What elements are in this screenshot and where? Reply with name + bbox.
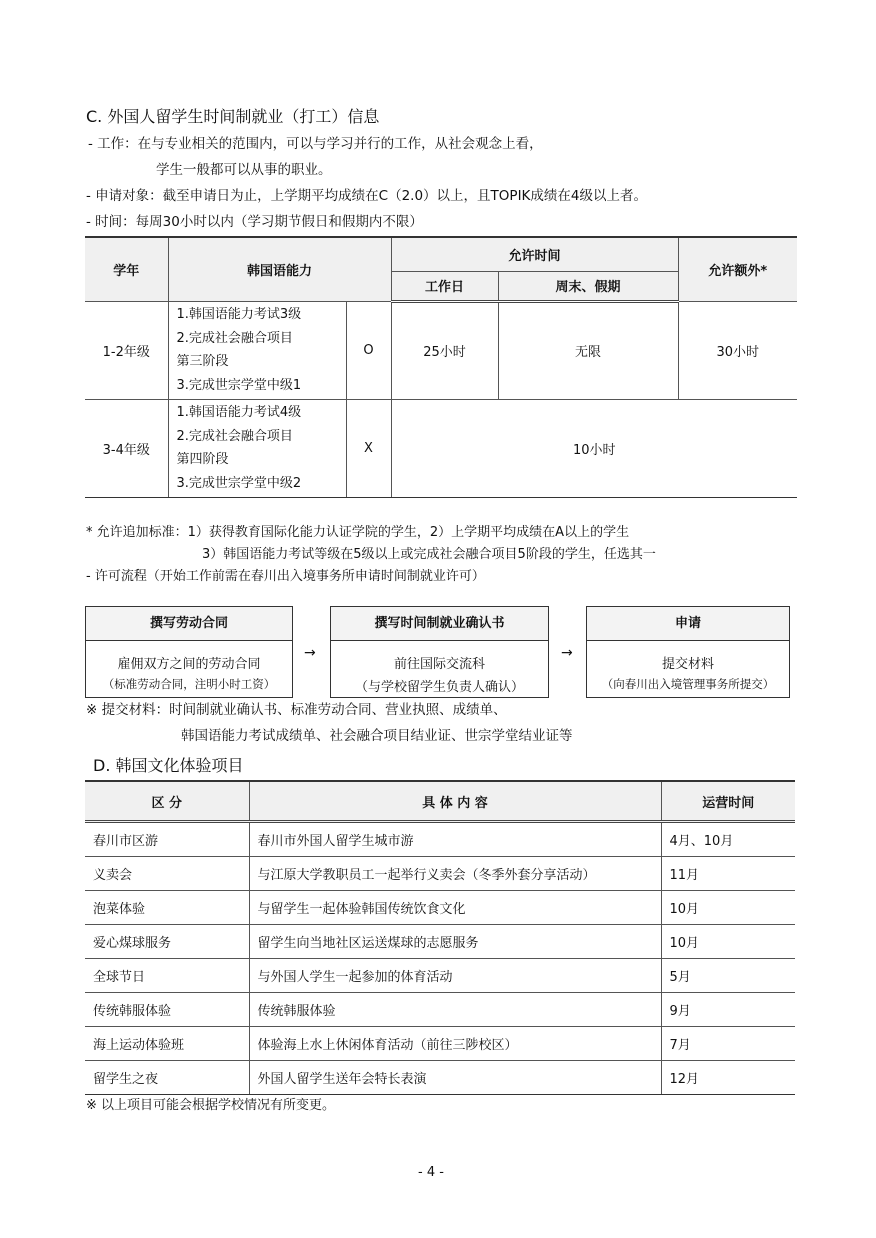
requirement-line: 第四阶段	[176, 452, 229, 467]
category-cell: 爱心煤球服务	[85, 925, 249, 959]
materials-line2: 韩国语能力考试成绩单、社会融合项目结业证、世宗学堂结业证等	[181, 728, 573, 744]
flow-step-contract	[85, 606, 293, 698]
header-period: 运营时间	[661, 781, 795, 822]
table-row	[85, 1027, 795, 1061]
table-row	[85, 399, 797, 497]
content-cell: 与留学生一起体验韩国传统饮食文化	[249, 891, 661, 925]
header-category: 区 分	[85, 781, 249, 822]
arrow-icon: →	[561, 645, 573, 661]
work-permission-table	[85, 236, 797, 498]
period-cell: 4月、10月	[661, 822, 795, 857]
flow-step-sub: （向春川出入境管理事务所提交）	[601, 677, 775, 691]
requirement-line: 2.完成社会融合项目	[176, 330, 293, 346]
flow-step-title: 撰写劳动合同	[86, 607, 292, 641]
table-row	[85, 301, 797, 399]
flow-step-main: 提交材料	[661, 657, 714, 672]
content-cell: 外国人留学生送年会特长表演	[249, 1061, 661, 1095]
requirements-cell	[168, 301, 346, 399]
requirements-cell	[168, 399, 346, 497]
content-cell: 传统韩服体验	[249, 993, 661, 1027]
category-cell: 全球节日	[85, 959, 249, 993]
work-description-line1: - 工作：在与专业相关的范围内，可以与学习并行的工作，从社会观念上看，	[88, 136, 543, 152]
header-weekday: 工作日	[391, 271, 498, 301]
permit-process-line: - 许可流程（开始工作前需在春川出入境事务所申请时间制就业许可）	[86, 569, 485, 584]
table-row	[85, 993, 795, 1027]
flow-step-title: 申请	[587, 607, 789, 641]
eligibility-mark: X	[346, 399, 391, 497]
page-number: - 4 -	[418, 1165, 444, 1180]
header-grade: 学年	[85, 237, 168, 301]
category-cell: 海上运动体验班	[85, 1027, 249, 1061]
content-cell: 留学生向当地社区运送煤球的志愿服务	[249, 925, 661, 959]
requirement-line: 1.韩国语能力考试4级	[176, 405, 302, 420]
weekday-hours: 25小时	[391, 301, 498, 399]
content-cell: 与外国人学生一起参加的体育活动	[249, 959, 661, 993]
extra-hours: 30小时	[678, 301, 797, 399]
header-extra-allowed: 允许额外*	[678, 237, 797, 301]
eligibility-mark: O	[346, 301, 391, 399]
flow-step-main: 雇佣双方之间的劳动合同	[117, 657, 261, 672]
work-hours-line: - 时间：每周30小时以内（学习期节假日和假期内不限）	[86, 214, 423, 230]
flow-step-main: 前往国际交流科	[393, 657, 485, 672]
materials-line1: ※ 提交材料：时间制就业确认书、标准劳动合同、营业执照、成绩单、	[86, 702, 507, 718]
table-row	[85, 822, 795, 857]
flow-step-sub: （标准劳动合同，注明小时工资）	[102, 677, 276, 691]
table-row	[85, 959, 795, 993]
work-description-line2: 学生一般都可以从事的职业。	[156, 162, 332, 178]
header-allowed-time: 允许时间	[391, 237, 678, 271]
grade-cell: 3-4年级	[85, 399, 168, 497]
culture-program-table	[85, 780, 795, 1095]
period-cell: 9月	[661, 993, 795, 1027]
table-row	[85, 891, 795, 925]
period-cell: 11月	[661, 857, 795, 891]
content-cell: 春川市外国人留学生城市游	[249, 822, 661, 857]
allowed-hours: 10小时	[391, 399, 797, 497]
table-row	[85, 857, 795, 891]
period-cell: 7月	[661, 1027, 795, 1061]
table-row	[85, 925, 795, 959]
extra-criteria-line1: * 允许追加标准：1）获得教育国际化能力认证学院的学生，2）上学期平均成绩在A以上的学生	[86, 525, 630, 540]
category-cell: 留学生之夜	[85, 1061, 249, 1095]
content-cell: 与江原大学教职员工一起举行义卖会（冬季外套分享活动）	[249, 857, 661, 891]
weekend-hours: 无限	[498, 301, 678, 399]
arrow-icon: →	[304, 645, 316, 661]
section-c-title: C. 外国人留学生时间制就业（打工）信息	[86, 107, 380, 126]
flow-step-sub: （与学校留学生负责人确认）	[354, 680, 524, 695]
period-cell: 10月	[661, 925, 795, 959]
requirement-line: 3.完成世宗学堂中级1	[176, 377, 302, 393]
category-cell: 义卖会	[85, 857, 249, 891]
flow-step-apply	[586, 606, 790, 698]
extra-criteria-line2: 3）韩国语能力考试等级在5级以上或完成社会融合项目5阶段的学生，任选其一	[202, 547, 656, 562]
category-cell: 春川市区游	[85, 822, 249, 857]
category-cell: 泡菜体验	[85, 891, 249, 925]
requirement-line: 1.韩国语能力考试3级	[176, 307, 302, 322]
requirement-line: 第三阶段	[176, 354, 229, 369]
eligibility-line: - 申请对象：截至申请日为止，上学期平均成绩在C（2.0）以上，且TOPIK成绩在4级以上者。	[86, 188, 647, 204]
flow-step-title: 撰写时间制就业确认书	[331, 607, 548, 641]
content-cell: 体验海上水上休闲体育活动（前往三陟校区）	[249, 1027, 661, 1061]
period-cell: 12月	[661, 1061, 795, 1095]
header-weekend: 周末、假期	[498, 271, 678, 301]
requirement-line: 2.完成社会融合项目	[176, 428, 293, 444]
header-content: 具 体 内 容	[249, 781, 661, 822]
section-d-title: D. 韩国文化体验项目	[93, 756, 244, 775]
header-korean-ability: 韩国语能力	[168, 237, 391, 301]
category-cell: 传统韩服体验	[85, 993, 249, 1027]
program-footnote: ※ 以上项目可能会根据学校情况有所变更。	[86, 1098, 336, 1113]
period-cell: 10月	[661, 891, 795, 925]
requirement-line: 3.完成世宗学堂中级2	[176, 475, 302, 491]
grade-cell: 1-2年级	[85, 301, 168, 399]
table-row	[85, 1061, 795, 1095]
flow-step-confirmation	[330, 606, 549, 698]
period-cell: 5月	[661, 959, 795, 993]
